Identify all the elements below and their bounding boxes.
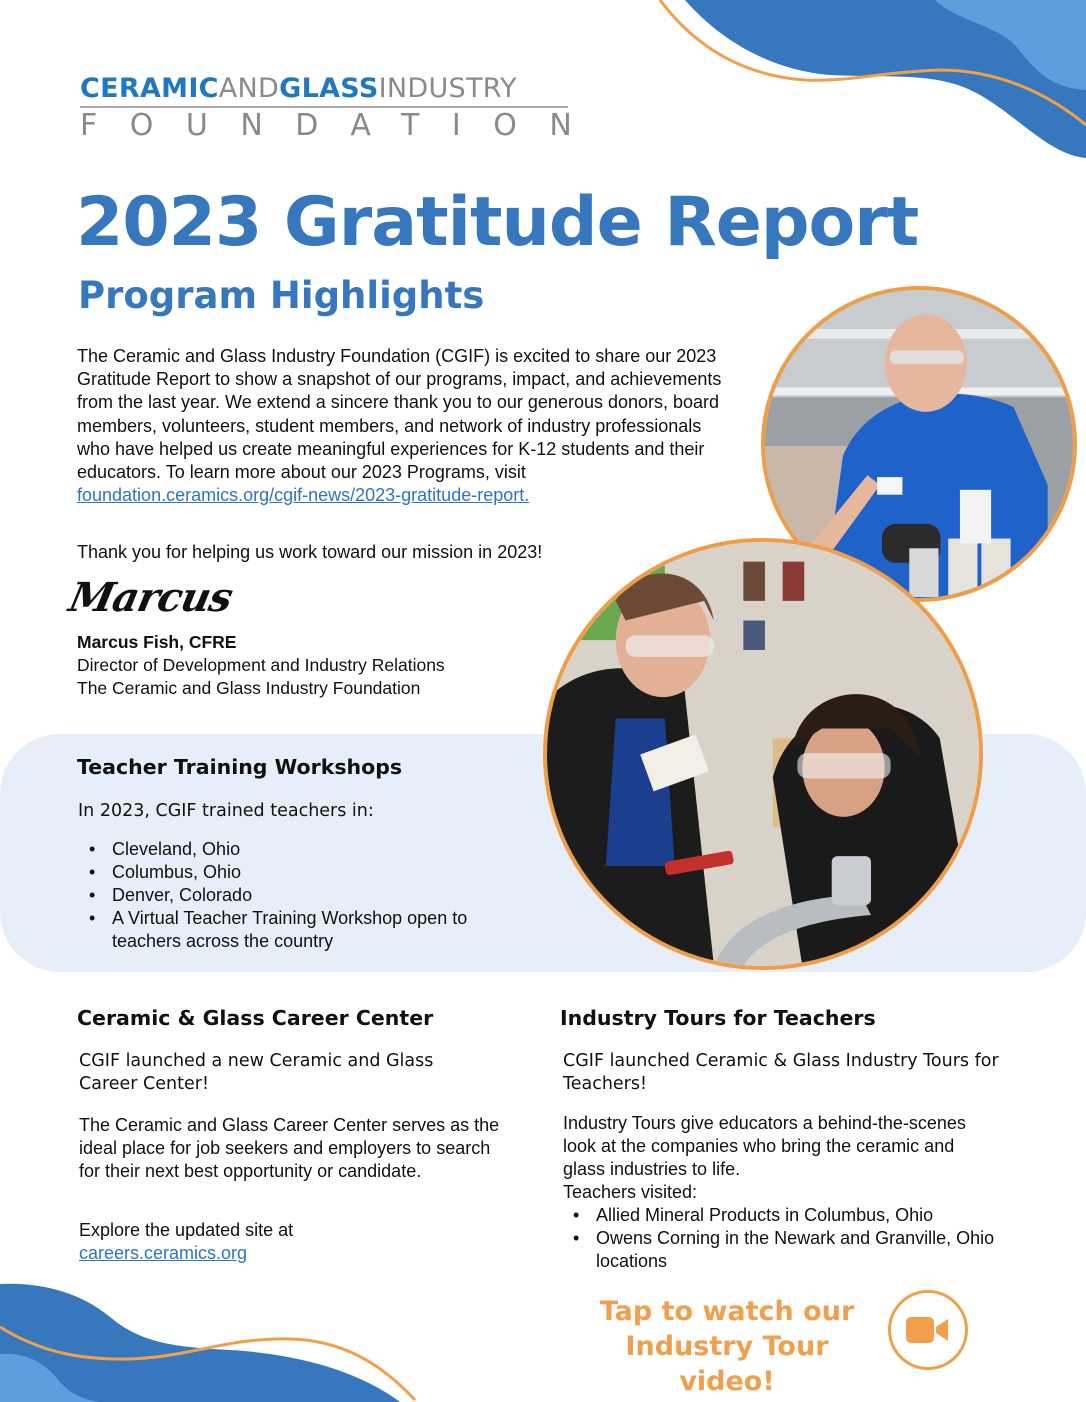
logo-word-industry: INDUSTRY — [378, 73, 517, 104]
bottom-wave-decoration — [0, 1282, 420, 1402]
teachers-visited-label: Teachers visited: — [563, 1182, 698, 1202]
signatory-role: Director of Development and Industry Relations — [77, 655, 445, 675]
list-item: • Owens Corning in the Newark and Granville, Ohio locations — [562, 1227, 1002, 1273]
watch-video-button[interactable] — [888, 1290, 968, 1370]
logo-wordmark — [80, 74, 570, 104]
careers-site-link[interactable]: careers.ceramics.org — [79, 1243, 248, 1263]
logo-foundation: FOUNDATION — [80, 108, 605, 143]
intro-paragraph — [77, 345, 737, 507]
industry-tours-body: Industry Tours give educators a behind-the-scenes look at the companies who bring the ceramic and glass industries to life. — [563, 1113, 966, 1179]
industry-tours-lead: CGIF launched Ceramic & Glass Industry Tours for Teachers! — [563, 1051, 999, 1094]
intro-text: The Ceramic and Glass Industry Foundation (CGIF) is excited to share our 2023 Gratitude Report to show a snapshot of our programs, impact, and achievements from the last year. We extend a sincere thank you to our generous donors, board members, volunteers, student members, and network of industry professionals who have helped us create meaningful experiences for K-12 students and their educators. To learn more about our 2023 Programs, visit — [77, 346, 722, 483]
page-subtitle: Program Highlights — [78, 274, 485, 317]
video-cta-text[interactable] — [574, 1294, 880, 1399]
handwritten-signature: Marcus — [65, 574, 237, 621]
logo-word-and: AND — [218, 73, 280, 104]
thanks-text: Thank you for helping us work toward our mission in 2023! — [77, 542, 543, 562]
training-locations-list — [78, 838, 478, 953]
career-center-heading: Ceramic & Glass Career Center — [77, 1006, 434, 1030]
teachers-workshop-photo — [543, 538, 983, 970]
top-wave-decoration — [640, 0, 1086, 170]
list-item: • Denver, Colorado — [78, 884, 478, 907]
video-camera-icon — [904, 1313, 952, 1347]
cta-line-1: Tap to watch our — [599, 1296, 855, 1327]
signatory-name: Marcus Fish, CFRE — [77, 632, 237, 652]
career-center-body: The Ceramic and Glass Career Center serves as the ideal place for job seekers and employers to search for their next best opportunity or candidate. — [79, 1115, 500, 1181]
cgif-logo — [80, 73, 605, 143]
list-item: • A Virtual Teacher Training Workshop open to teachers across the country — [78, 907, 478, 953]
page-title: 2023 Gratitude Report — [76, 183, 919, 262]
tour-visits-list — [562, 1204, 1002, 1273]
gratitude-report-link[interactable]: foundation.ceramics.org/cgif-news/2023-gratitude-report. — [77, 485, 530, 506]
career-center-explore — [79, 1219, 509, 1265]
career-center-lead: CGIF launched a new Ceramic and Glass Career Center! — [79, 1051, 434, 1094]
list-item: • Cleveland, Ohio — [78, 838, 478, 861]
list-item: • Columbus, Ohio — [78, 861, 478, 884]
logo-word-ceramic: CERAMIC — [80, 73, 219, 104]
list-item: • Allied Mineral Products in Columbus, Ohio — [562, 1204, 1002, 1227]
teacher-training-heading: Teacher Training Workshops — [77, 755, 403, 779]
teacher-training-lead: In 2023, CGIF trained teachers in: — [78, 801, 374, 821]
signatory-organization: The Ceramic and Glass Industry Foundation — [77, 678, 421, 698]
cta-line-2: Industry Tour video! — [625, 1331, 829, 1397]
explore-text: Explore the updated site at — [79, 1220, 294, 1240]
logo-word-glass: GLASS — [279, 73, 379, 104]
industry-tours-heading: Industry Tours for Teachers — [560, 1006, 876, 1030]
